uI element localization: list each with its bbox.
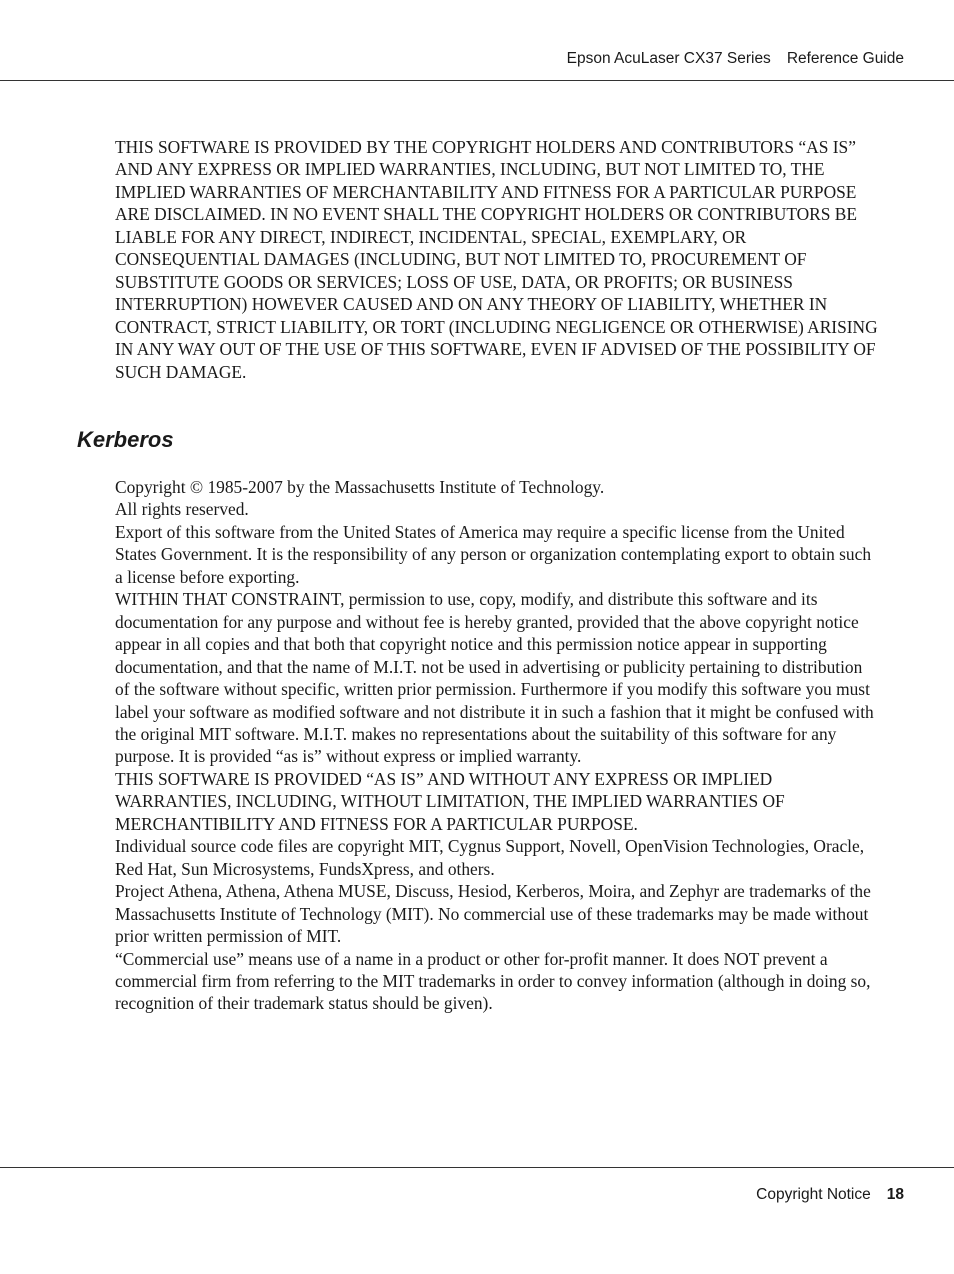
page-footer xyxy=(756,1186,904,1204)
header-product-name: Epson AcuLaser CX37 Series xyxy=(566,50,771,67)
section-title-kerberos: Kerberos xyxy=(77,427,174,452)
header-divider xyxy=(0,80,954,81)
page-number: 18 xyxy=(886,1186,904,1203)
kerberos-export-paragraph: Export of this software from the United States of America may require a specific license from the United States Government. It is the responsibility of any person or organization contemplating export to obtain such a license before exporting. xyxy=(115,521,872,587)
kerberos-source-files-paragraph: Individual source code files are copyright MIT, Cygnus Support, Novell, OpenVision Technologies, Oracle, Red Hat, Sun Microsystems, FundsXpress, and others. xyxy=(115,836,865,879)
kerberos-copyright-line: Copyright © 1985-2007 by the Massachusetts Institute of Technology. xyxy=(115,477,605,497)
header-guide-name: Reference Guide xyxy=(786,50,904,67)
kerberos-trademarks-paragraph: Project Athena, Athena, Athena MUSE, Discuss, Hesiod, Kerberos, Moira, and Zephyr are trademarks of the Massachusetts Institute of Technology (MIT). No commercial use of these trademarks may be made without prior written permission of MIT. xyxy=(115,881,871,947)
kerberos-permission-paragraph: WITHIN THAT CONSTRAINT, permission to use, copy, modify, and distribute this software and its documentation for any purpose and without fee is hereby granted, provided that the above copyright notice appear in all copies and that both that copyright notice and this permission notice appear in supporting documentation, and that the name of M.I.T. not be used in advertising or publicity pertaining to distribution of the software without specific, written prior permission. Furthermore if you modify this software you must label your software as modified software and not distribute it in such a fashion that it might be confused with the original MIT software. M.I.T. makes no representations about the suitability of this software for any purpose. It is provided “as is” without express or implied warranty. xyxy=(115,589,874,767)
footer-section-name: Copyright Notice xyxy=(756,1186,871,1203)
kerberos-rights-line: All rights reserved. xyxy=(115,499,249,520)
page-header xyxy=(567,50,904,68)
footer-divider xyxy=(0,1167,954,1168)
warranty-disclaimer: THIS SOFTWARE IS PROVIDED BY THE COPYRIGHT HOLDERS AND CONTRIBUTORS “AS IS” AND ANY EXPRESS OR IMPLIED WARRANTIES, INCLUDING, BUT NOT LIMITED TO, THE IMPLIED WARRANTIES OF MERCHANTABILITY AND FITNESS FOR A PARTICULAR PURPOSE ARE DISCLAIMED. IN NO EVENT SHALL THE COPYRIGHT HOLDERS OR CONTRIBUTORS BE LIABLE FOR ANY DIRECT, INDIRECT, INCIDENTAL, SPECIAL, EXEMPLARY, OR CONSEQUENTIAL DAMAGES (INCLUDING, BUT NOT LIMITED TO, PROCUREMENT OF SUBSTITUTE GOODS OR SERVICES; LOSS OF USE, DATA, OR PROFITS; OR BUSINESS INTERRUPTION) HOWEVER CAUSED AND ON ANY THEORY OF LIABILITY, WHETHER IN CONTRACT, STRICT LIABILITY, OR TORT (INCLUDING NEGLIGENCE OR OTHERWISE) ARISING IN ANY WAY OUT OF THE USE OF THIS SOFTWARE, EVEN IF ADVISED OF THE POSSIBILITY OF SUCH DAMAGE. xyxy=(115,137,878,382)
kerberos-commercial-use-paragraph: “Commercial use” means use of a name in a product or other for-profit manner. It does NOT prevent a commercial firm from referring to the MIT trademarks in order to convey information (although in doing so, recognition of their trademark status should be given). xyxy=(115,948,871,1014)
kerberos-warranty-paragraph: THIS SOFTWARE IS PROVIDED “AS IS” AND WITHOUT ANY EXPRESS OR IMPLIED WARRANTIES, INCLUDING, WITHOUT LIMITATION, THE IMPLIED WARRANTIES OF MERCHANTIBILITY AND FITNESS FOR A PARTICULAR PURPOSE. xyxy=(115,768,785,834)
kerberos-license-text xyxy=(115,476,879,1015)
